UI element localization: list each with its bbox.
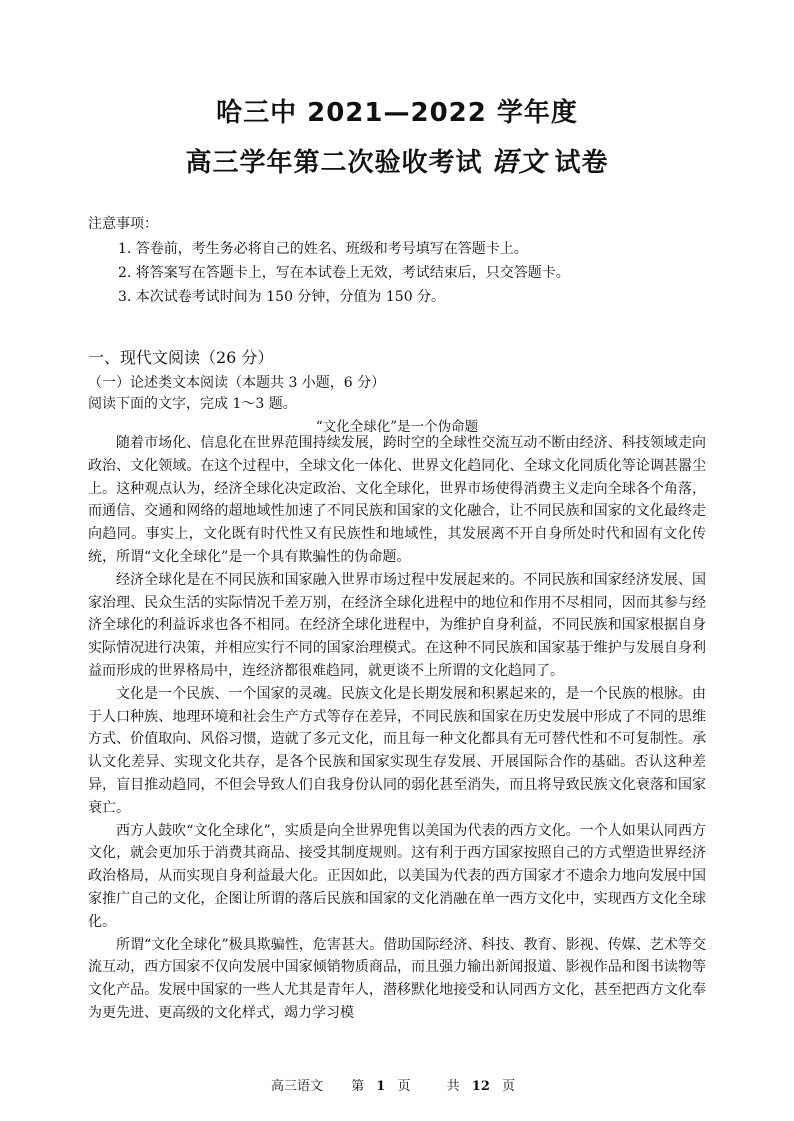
section-subheading: （一）论述类文本阅读（本题共 3 小题，6 分） [88,375,386,391]
footer-page-number: 1 [376,1079,386,1094]
article-body [88,432,706,1025]
title-subject: 语文 [490,147,547,178]
article-paragraph: 西方人鼓吹“文化全球化”，实质是向全世界兜售以美国为代表的西方文化。一个人如果认同西方文化，就会更加乐于消费其商品、接受其制度规则。这有利于西方国家按照自己的方式塑造世界经济政治格局，从而实现自身利益最大化。正因如此，以美国为代表的西方国家才不遗余力地向发展中国家推广自己的文化，企图让所谓的落后民族和国家的文化消融在单一西方文化中，实现西方文化全球化。 [88,822,706,930]
article-paragraph: 经济全球化是在不同民族和国家融入世界市场过程中发展起来的。不同民族和国家经济发展、国家治理、民众生活的实际情况千差万别，在经济全球化进程中的地位和作用不尽相同，因而其参与经济全球化的利益诉求也各不相同。在经济全球化进程中，为维护自身利益，不同民族和国家根据自身实际情况进行决策，并相应实行不同的国家治理模式。在这种不同民族和国家基于维护与发展自身利益而形成的世界格局中，连经济都很难趋同，就更谈不上所谓的文化趋同了。 [88,571,706,679]
section-heading: 一、现代文阅读（26 分） [88,348,274,367]
title-exam-name: 高三学年第二次验收考试 [185,148,483,178]
exam-title-line2 [0,140,794,179]
article-paragraph: 文化是一个民族、一个国家的灵魂。民族文化是长期发展和积累起来的，是一个民族的根脉。由于人口种族、地理环境和社会生产方式等存在差异，不同民族和国家在历史发展中形成了不同的思维方式、价值取向、风俗习惯，造就了多元文化，而且每一种文化都具有无可替代性和不可复制性。承认文化差异、实现文化共存，是各个民族和国家实现生存发展、开展国际合作的基础。否认这种差异，盲目推动趋同，不但会导致人们自我身份认同的弱化甚至消失，而且将导致民族文化衰落和国家衰亡。 [88,685,706,816]
notice-item: 1. 答卷前，考生务必将自己的姓名、班级和考号填写在答题卡上。 [118,241,528,257]
exam-title-line1: 哈三中 2021—2022 学年度 [216,98,578,128]
footer-subject: 高三语文 [270,1079,323,1094]
notice-list [118,237,570,309]
article-title: “文化全球化”是一个伪命题 [315,419,479,435]
page-footer [0,1075,794,1094]
footer-page-suffix: 页 [397,1079,411,1094]
footer-total-suffix: 页 [502,1079,516,1094]
section-instruction: 阅读下面的文字，完成 1～3 题。 [88,396,297,412]
article-paragraph: 随着市场化、信息化在世界范围持续发展，跨时空的全球性交流互动不断由经济、科技领域走向政治、文化领域。在这个过程中，全球文化一体化、世界文化趋同化、全球文化同质化等论调甚嚣尘上。这种观点认为，经济全球化决定政治、文化全球化，世界市场使得消费主义走向全球各个角落，而通信、交通和网络的超地域性加速了不同民族和国家的文化融合，让不同民族和国家的文化最终走向趋同。事实上，文化既有时代性又有民族性和地域性，其发展离不开自身所处时代和固有文化传统，所谓“文化全球化”是一个具有欺骗性的伪命题。 [88,435,706,565]
footer-total-prefix: 共 [446,1079,460,1094]
article-paragraph: 所谓“文化全球化”极具欺骗性，危害甚大。借助国际经济、科技、教育、影视、传媒、艺术等交流互动，西方国家不仅向发展中国家倾销物质商品，而且强力输出新闻报道、影视作品和图书读物等文化产品。发展中国家的一些人尤其是青年人，潜移默化地接受和认同西方文化，甚至把西方文化奉为更先进、更高级的文化样式，竭力学习模 [88,936,706,1021]
footer-total [439,1079,523,1094]
notice-item: 3. 本次试卷考试时间为 150 分钟，分值为 150 分。 [118,289,446,305]
notice-heading: 注意事项： [88,216,158,232]
notice-item: 2. 将答案写在答题卡上，写在本试卷上无效，考试结束后，只交答题卡。 [118,265,570,281]
footer-page-prefix: 第 [351,1079,365,1094]
footer-total-number: 12 [471,1079,490,1094]
footer-page [343,1079,418,1094]
title-paper-word: 试卷 [554,148,609,178]
